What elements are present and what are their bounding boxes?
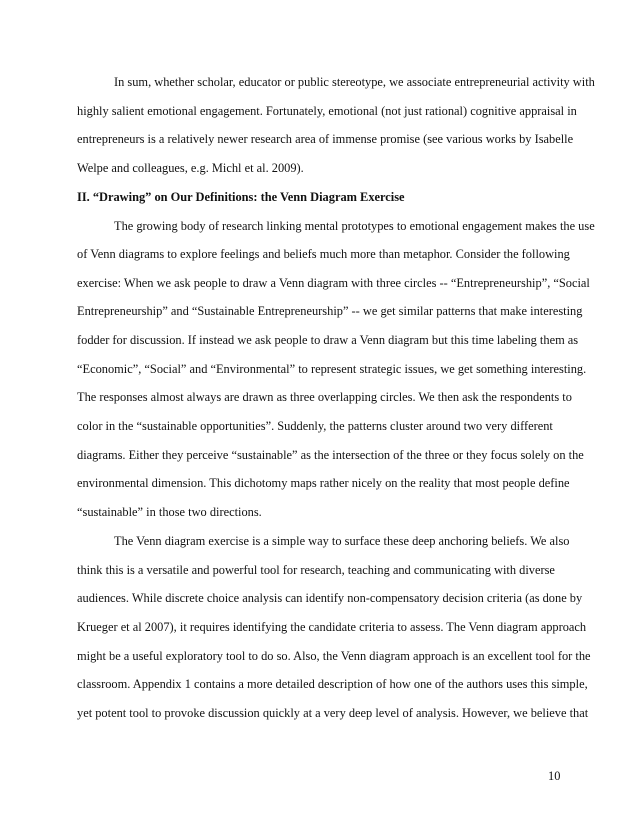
paragraph-line: Entrepreneurship” and “Sustainable Entrepreneurship” -- we get similar patterns that make interesting xyxy=(77,304,583,318)
paragraph-line: think this is a versatile and powerful tool for research, teaching and communicating with diverse xyxy=(77,563,555,577)
paragraph-line: diagrams. Either they perceive “sustainable” as the intersection of the three or they focus solely on the xyxy=(77,448,584,462)
paragraph-line: environmental dimension. This dichotomy maps rather nicely on the reality that most people define xyxy=(77,476,570,490)
paragraph-line: highly salient emotional engagement. Fortunately, emotional (not just rational) cognitive appraisal in xyxy=(77,104,577,118)
paragraph-line: The responses almost always are drawn as three overlapping circles. We then ask the respondents to xyxy=(77,390,572,404)
paragraph-line: In sum, whether scholar, educator or public stereotype, we associate entrepreneurial activity with xyxy=(114,75,595,89)
paragraph-line: “Economic”, “Social” and “Environmental” to represent strategic issues, we get something interesting. xyxy=(77,362,587,376)
paragraph-line: The Venn diagram exercise is a simple way to surface these deep anchoring beliefs. We also xyxy=(114,534,570,548)
paragraph-line: audiences. While discrete choice analysis can identify non-compensatory decision criteria (as done by xyxy=(77,591,583,605)
page-number: 10 xyxy=(548,769,561,783)
paragraph-line: The growing body of research linking mental prototypes to emotional engagement makes the use xyxy=(114,219,595,233)
paragraph-line: might be a useful exploratory tool to do so. Also, the Venn diagram approach is an excellent tool for the xyxy=(77,649,591,663)
paragraph-line: of Venn diagrams to explore feelings and beliefs much more than metaphor. Consider the following xyxy=(77,247,570,261)
paragraph-line: entrepreneurs is a relatively newer research area of immense promise (see various works by Isabelle xyxy=(77,132,574,146)
paragraph-line: “sustainable” in those two directions. xyxy=(77,505,262,519)
paragraph-line: exercise: When we ask people to draw a Venn diagram with three circles -- “Entrepreneurship”, “Social xyxy=(77,276,590,290)
paragraph-line: fodder for discussion. If instead we ask people to draw a Venn diagram but this time labeling them as xyxy=(77,333,579,347)
paragraph-line: yet potent tool to provoke discussion quickly at a very deep level of analysis. However, we believe that xyxy=(77,706,589,720)
paragraph-line: Krueger et al 2007), it requires identifying the candidate criteria to assess. The Venn diagram approach xyxy=(77,620,587,634)
section-heading: II. “Drawing” on Our Definitions: the Venn Diagram Exercise xyxy=(77,190,405,204)
paragraph-line: color in the “sustainable opportunities”. Suddenly, the patterns cluster around two very different xyxy=(77,419,553,433)
paragraph-line: Welpe and colleagues, e.g. Michl et al. 2009). xyxy=(77,161,304,175)
paragraph-line: classroom. Appendix 1 contains a more detailed description of how one of the authors uses this simple, xyxy=(77,677,588,691)
